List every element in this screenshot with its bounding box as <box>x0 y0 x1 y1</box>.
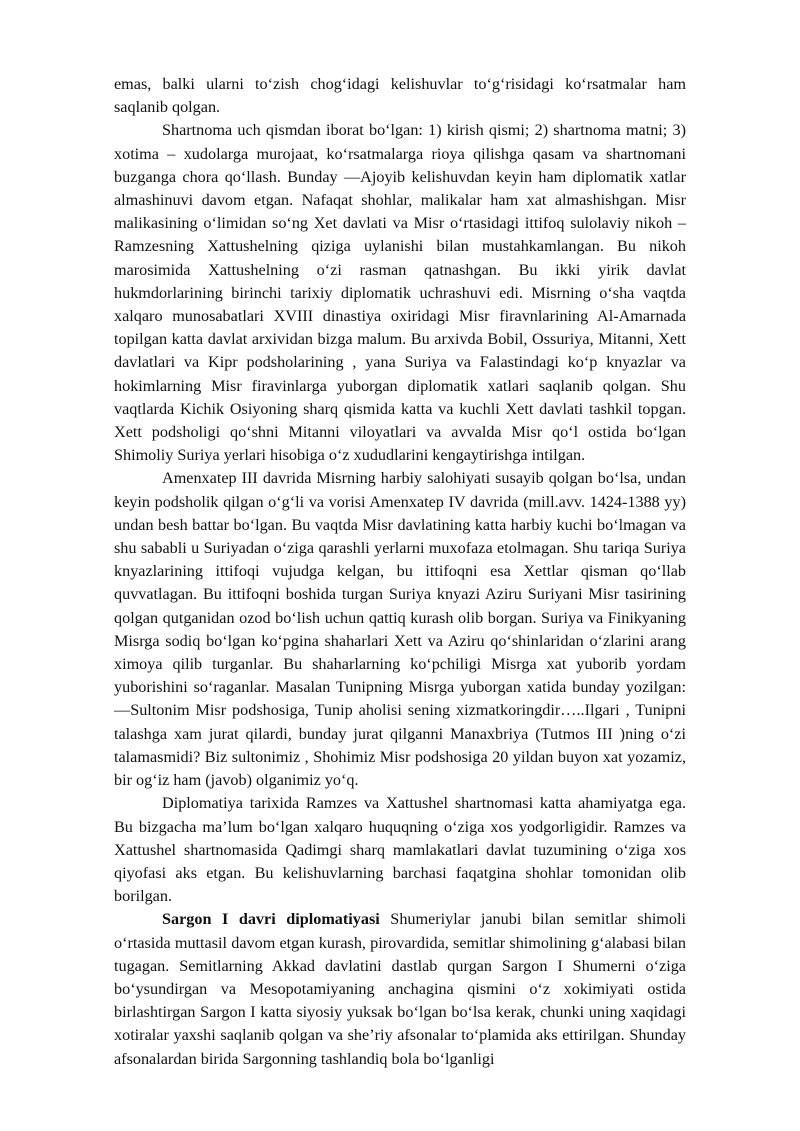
paragraph-treaty-structure: Shartnoma uch qismdan iborat bo‘lgan: 1) kirish qismi; 2) shartnoma matni; 3) xotima – xudolarga murojaat, ko‘rsatmalarga rioya qilishga qasam va shartnomani buzganga chora qo‘llash. Bunday ―Ajoyib kelishuvdan keyin ham diplomatik xatlar almashinuvi davom etgan. Nafaqat shohlar, malikalar ham xat almashishgan. Misr malikasining o‘limidan so‘ng Xet davlati va Misr o‘rtasidagi ittifoq sulolaviy nikoh – Ramzesning Xattushelning qiziga uylanishi bilan mustahkamlangan. Bu nikoh marosimida Xattushelning o‘zi rasman qatnashgan. Bu ikki yirik davlat hukmdorlarining birinchi tarixiy diplomatik uchrashuvi edi. Misrning o‘sha vaqtda xalqaro munosabatlari XVIII dinastiya oxiridagi Misr firavnlarining Al-Amarnada topilgan katta davlat arxividan bizga malum. Bu arxivda Bobil, Ossuriya, Mitanni, Xett davlatlari va Kipr podsholarining , yana Suriya va Falastindagi ko‘p knyazlar va hokimlarning Misr firavinlarga yuborgan diplomatik xatlari saqlanib qolgan. Shu vaqtlarda Kichik Osiyoning sharq qismida katta va kuchli Xett davlati tashkil topgan. Xett podsholigi qo‘shni Mitanni viloyatlari va avvalda Misr qo‘l ostida bo‘lgan Shimoliy Suriya yerlari hisobiga o‘z xududlarini kengaytirishga intilgan. <box>114 121 686 465</box>
document-page <box>114 73 686 1071</box>
paragraph-sargon-text: Shumeriylar janubi bilan semitlar shimoli o‘rtasida muttasil davom etgan kurash, pirovardida, semitlar shimolining g‘alabasi bilan tugagan. Semitlarning Akkad davlatini dastlab qurgan Sargon I Shumerni o‘ziga bo‘ysundirgan va Mesopotamiyaning anchagina qismini o‘z xokimiyati ostida birlashtirgan Sargon I katta siyosiy yuksak bo‘lgan bo‘lsa kerak, chunki uning xaqidagi xotiralar yaxshi saqlanib qolgan va she’riy afsonalar to‘plamida aks ettirilgan. Shunday afsonalardan birida Sargonning tashlandiq bola bo‘lganligi <box>114 910 686 1068</box>
paragraph-amenhotep: Amenxatep III davrida Misrning harbiy salohiyati susayib qolgan bo‘lsa, undan keyin podsholik qilgan o‘g‘li va vorisi Amenxatep IV davrida (mill.avv. 1424-1388 yy) undan besh battar bo‘lgan. Bu vaqtda Misr davlatining katta harbiy kuchi bo‘lmagan va shu sababli u Suriyadan o‘ziga qarashli yerlarni muxofaza etolmagan. Shu tariqa Suriya knyazlarining ittifoqi vujudga kelgan, bu ittifoqni esa Xettlar qisman qo‘llab quvvatlagan. Bu ittifoqni boshida turgan Suriya knyazi Aziru Suriyani Misr tasirining qolgan qutganidan ozod bo‘lish uchun qattiq kurash olib borgan. Suriya va Finikyaning Misrga sodiq bo‘lgan ko‘pgina shaharlari Xett va Aziru qo‘shinlaridan o‘zlarini arang ximoya qilib turganlar. Bu shaharlarning ko‘pchiligi Misrga xat yuborib yordam yuborishini so‘raganlar. Masalan Tunipning Misrga yuborgan xatida bunday yozilgan: ―Sultonim Misr podshosiga, Tunip aholisi sening xizmatkoringdir…..Ilgari , Tunipni talashga xam jurat qilardi, bunday jurat qilganni Manaxbriya (Tutmos III )ning o‘zi talamasmidi? Biz sultonimiz , Shohimiz Misr podshosiga 20 yildan buyon xat yozamiz, bir og‘iz ham (javob) olganimiz yo‘q. <box>114 469 686 790</box>
paragraph-sargon <box>114 908 686 1070</box>
section-heading-sargon: Sargon I davri diplomatiyasi <box>162 910 380 929</box>
paragraph-continuation: emas, balki ularni to‘zish chog‘idagi kelishuvlar to‘g‘risidagi ko‘rsatmalar ham saqlanib qolgan. <box>114 75 686 117</box>
paragraph-diplomacy-history: Diplomatiya tarixida Ramzes va Xattushel shartnomasi katta ahamiyatga ega. Bu bizgacha ma’lum bo‘lgan xalqaro huquqning o‘ziga xos yodgorligidir. Ramzes va Xattushel shartnomasida Qadimgi sharq mamlakatlari davlat tuzumining o‘ziga xos qiyofasi aks etgan. Bu kelishuvlarning barchasi faqatgina shohlar tomonidan olib borilgan. <box>114 794 686 906</box>
